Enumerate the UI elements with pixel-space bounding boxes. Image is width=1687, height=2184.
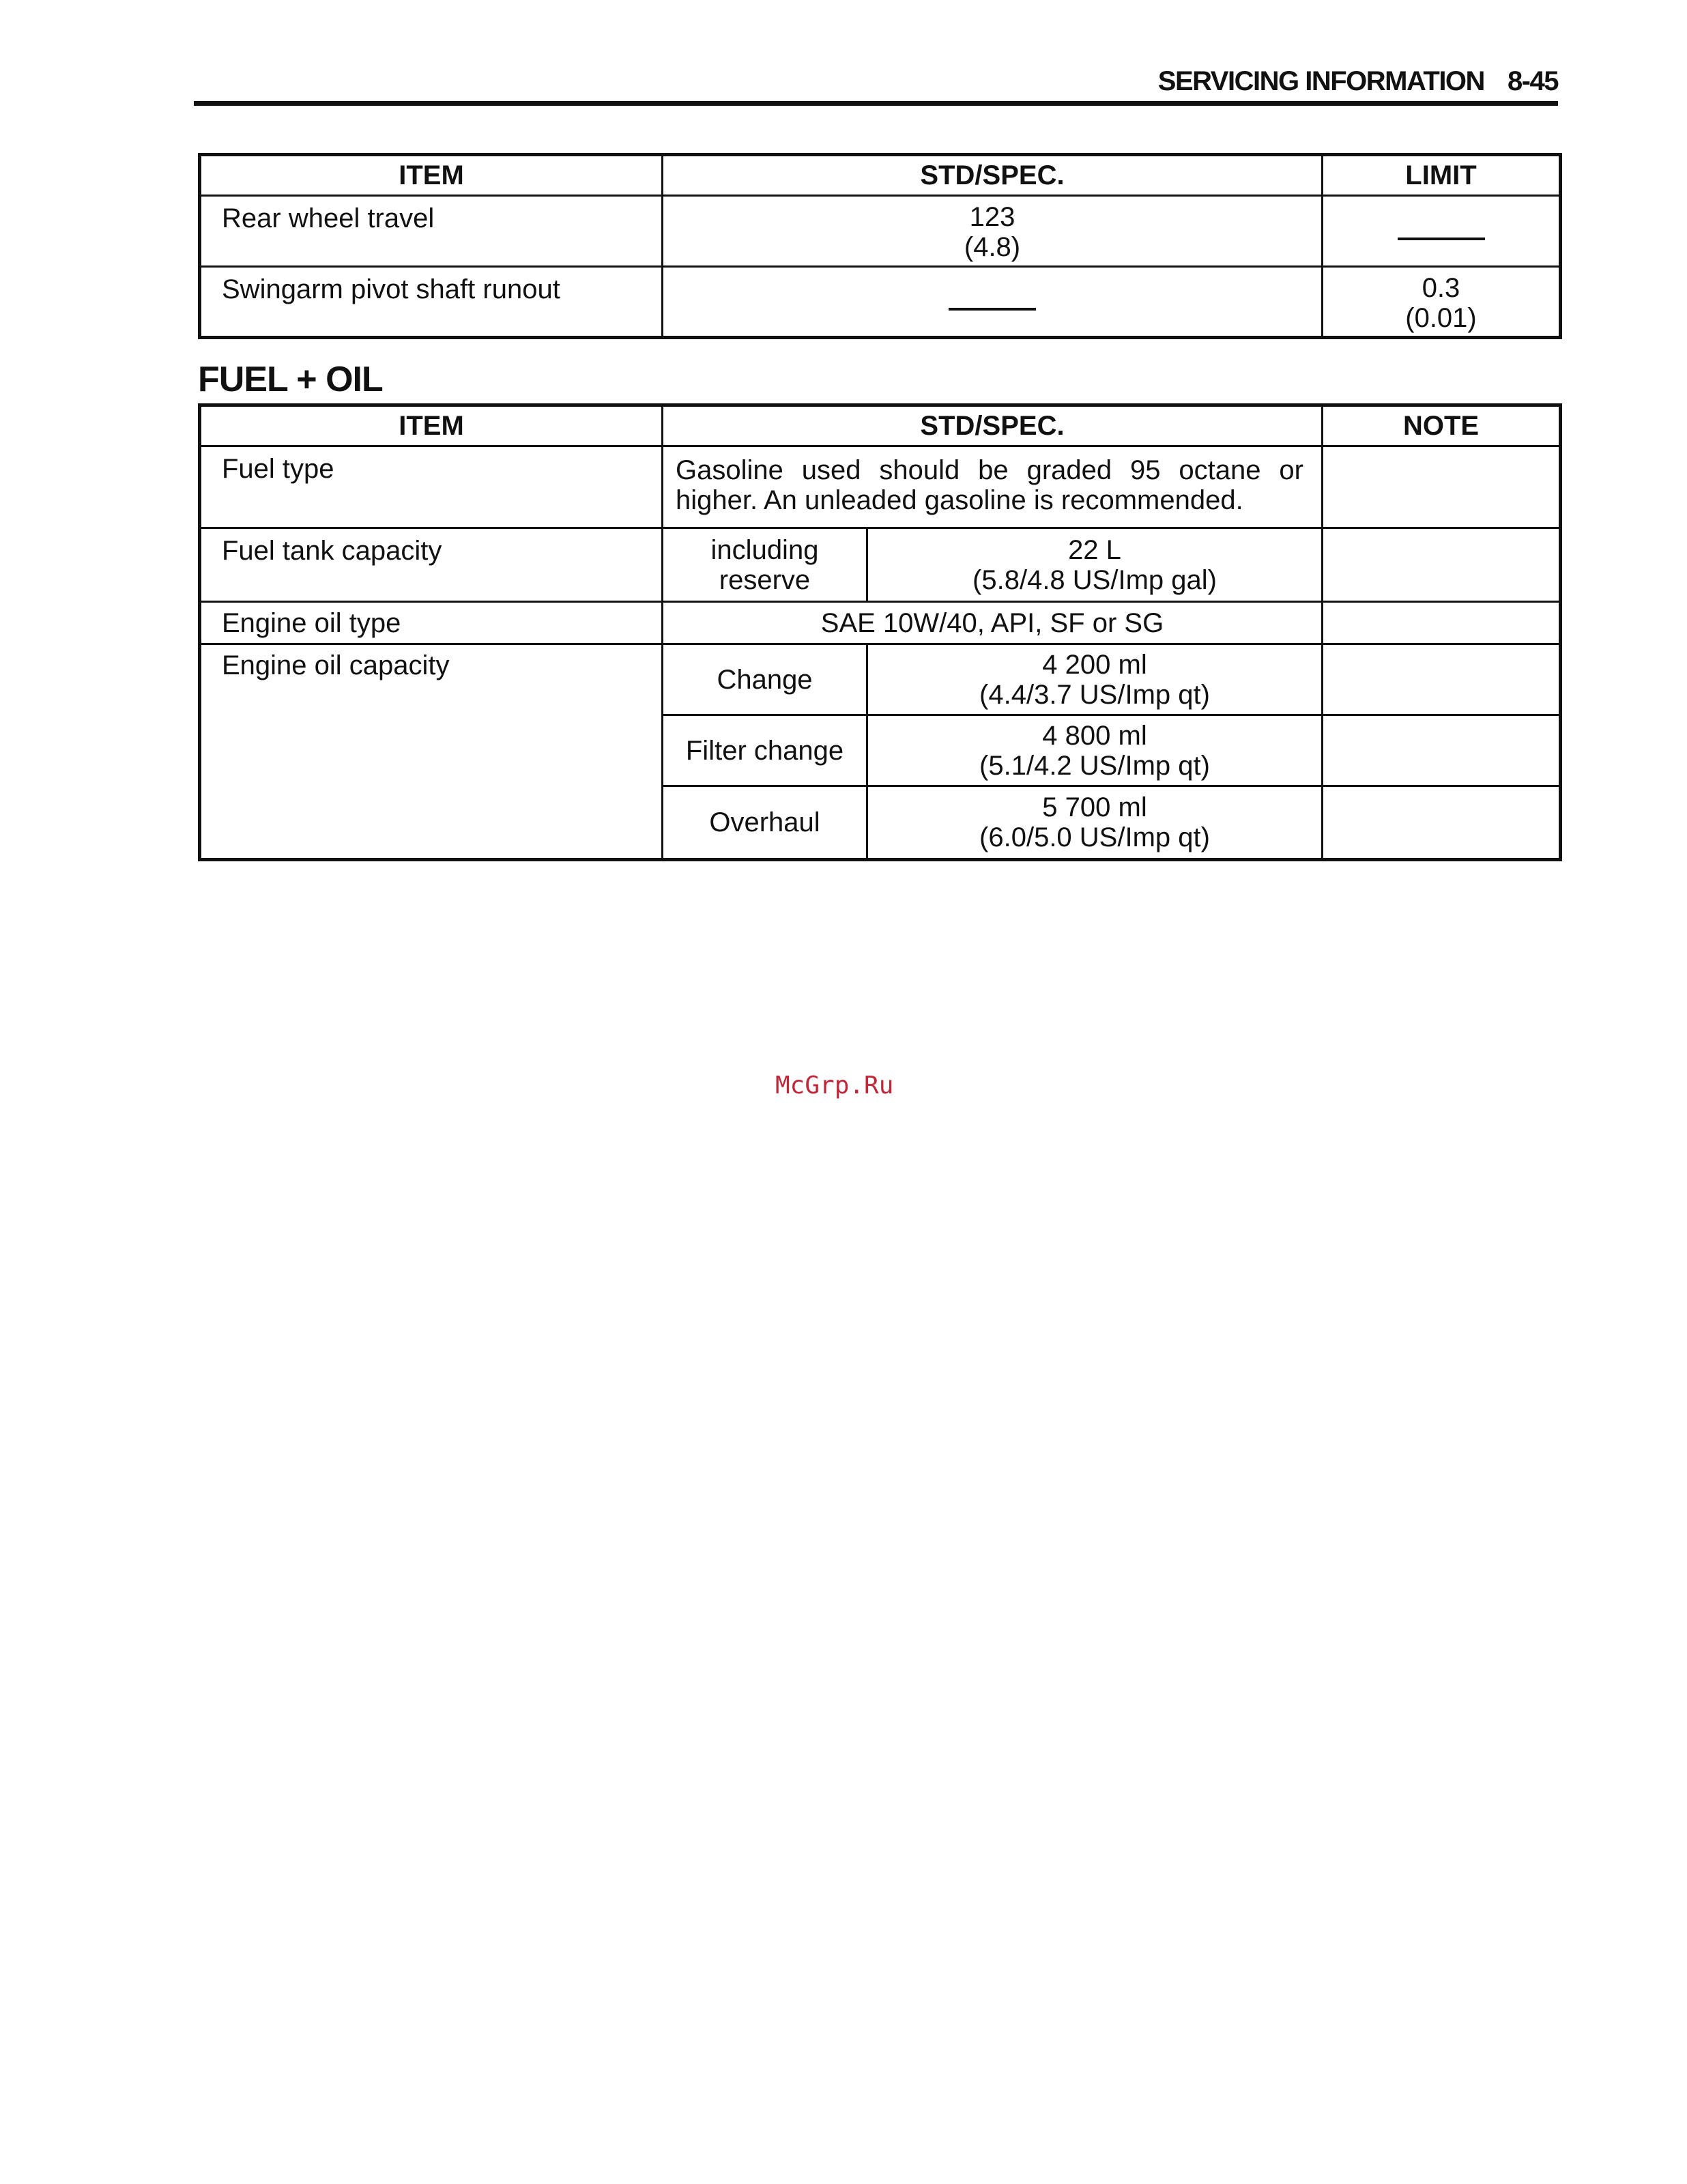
spec-value: 4 200 ml (1042, 649, 1147, 680)
column-header-spec: STD/SPEC. (663, 155, 1323, 196)
note-cell (1323, 715, 1561, 786)
spec-value-imperial: (5.1/4.2 US/Imp qt) (979, 750, 1210, 781)
header-title: SERVICING INFORMATION (1157, 66, 1484, 96)
no-value-dash (1398, 238, 1485, 240)
column-header-item: ITEM (200, 405, 663, 446)
spec-value-imperial: (6.0/5.0 US/Imp qt) (979, 822, 1210, 852)
sub-item-line: reserve (719, 564, 811, 595)
column-header-spec: STD/SPEC. (663, 405, 1323, 446)
suspension-spec-table (198, 153, 1562, 339)
watermark-link[interactable]: McGrp.Ru (775, 1072, 894, 1100)
column-header-limit: LIMIT (1323, 155, 1561, 196)
header-text (1158, 66, 1558, 97)
value-cell (867, 715, 1323, 786)
page-number: 8-45 (1507, 66, 1558, 96)
note-cell (1323, 786, 1561, 860)
item-cell: Engine oil type (200, 602, 663, 644)
table-row (200, 196, 1561, 267)
table-row-oil-capacity (200, 644, 1561, 715)
limit-value: 0.3 (1422, 273, 1460, 303)
note-cell (1323, 446, 1561, 528)
note-cell (1323, 602, 1561, 644)
sub-item-cell (663, 528, 867, 602)
spec-cell: Gasoline used should be graded 95 octane or higher. An unleaded gasoline is recommended. (663, 446, 1323, 528)
spec-cell (663, 196, 1323, 267)
item-cell: Fuel tank capacity (200, 528, 663, 602)
spec-value: 22 L (1068, 534, 1121, 565)
note-cell (1323, 528, 1561, 602)
note-cell (1323, 644, 1561, 715)
item-cell: Engine oil capacity (200, 644, 663, 860)
section-title: FUEL + OIL (198, 360, 383, 399)
fuel-oil-spec-table (198, 403, 1562, 861)
limit-cell (1323, 196, 1561, 267)
table-row-oil-type (200, 602, 1561, 644)
no-value-dash (949, 308, 1036, 311)
sub-item-cell: Filter change (663, 715, 867, 786)
sub-item-line: including (710, 534, 819, 565)
spec-value: 123 (969, 202, 1015, 232)
item-cell: Rear wheel travel (200, 196, 663, 267)
spec-value: 5 700 ml (1042, 792, 1147, 822)
sub-item-cell: Change (663, 644, 867, 715)
spec-value-imperial: (5.8/4.8 US/Imp gal) (972, 564, 1217, 595)
table-row (200, 267, 1561, 338)
column-header-note: NOTE (1323, 405, 1561, 446)
limit-cell (1323, 267, 1561, 338)
table-header-row (200, 405, 1561, 446)
sub-item-cell: Overhaul (663, 786, 867, 860)
table-header-row (200, 155, 1561, 196)
spec-cell (663, 267, 1323, 338)
page-header (194, 67, 1558, 106)
table-row-fuel-type (200, 446, 1561, 528)
value-cell (867, 786, 1323, 860)
item-cell: Fuel type (200, 446, 663, 528)
table-row-fuel-tank (200, 528, 1561, 602)
spec-cell: SAE 10W/40, API, SF or SG (663, 602, 1323, 644)
value-cell (867, 644, 1323, 715)
spec-value: 4 800 ml (1042, 720, 1147, 751)
limit-value-imperial: (0.01) (1405, 303, 1477, 333)
item-cell: Swingarm pivot shaft runout (200, 267, 663, 338)
spec-value-imperial: (4.8) (964, 232, 1021, 262)
column-header-item: ITEM (200, 155, 663, 196)
spec-value-imperial: (4.4/3.7 US/Imp qt) (979, 679, 1210, 710)
value-cell (867, 528, 1323, 602)
